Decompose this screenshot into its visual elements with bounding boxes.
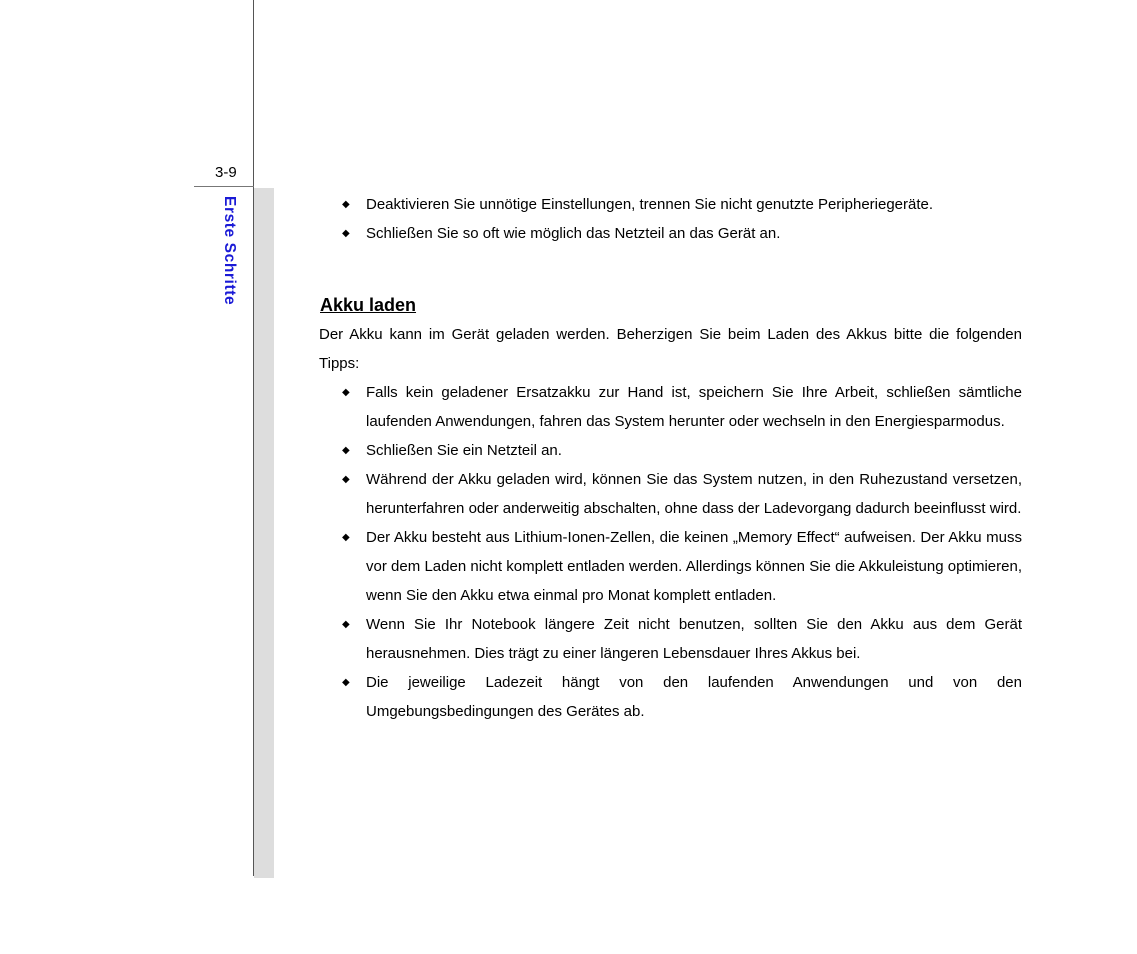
tips-bullet-list: [340, 378, 1022, 726]
list-item-text: Der Akku besteht aus Lithium-Ionen-Zellen, die keinen „Memory Effect“ aufweisen. Der Akku muss vor dem Laden nicht komplett entladen werden. Allerdings können Sie die Akkuleistung optimieren, wenn Sie den Akku etwa einmal pro Monat komplett entladen.: [366, 529, 1022, 604]
bullet-icon: ◆: [342, 474, 350, 485]
list-item: [340, 610, 1022, 668]
bullet-icon: ◆: [342, 199, 350, 210]
list-item-text: Während der Akku geladen wird, können Sie das System nutzen, in den Ruhezustand versetzen, herunterfahren oder anderweitig abschalten, ohne dass der Ladevorgang dadurch beeinflusst wird.: [366, 471, 1022, 517]
bullet-icon: ◆: [342, 228, 350, 239]
page-number-rule: [194, 186, 254, 187]
list-item: [340, 668, 1022, 726]
list-item: [340, 465, 1022, 523]
bullet-icon: ◆: [342, 387, 350, 398]
bullet-icon: ◆: [342, 677, 350, 688]
bullet-icon: ◆: [342, 619, 350, 630]
list-item: [340, 190, 1030, 219]
bullet-icon: ◆: [342, 445, 350, 456]
section-intro: Der Akku kann im Gerät geladen werden. Beherzigen Sie beim Laden des Akkus bitte die folgenden Tipps:: [319, 326, 1022, 372]
list-item-text: Schließen Sie so oft wie möglich das Netzteil an das Gerät an.: [366, 225, 781, 242]
bullet-icon: ◆: [342, 532, 350, 543]
list-item: [340, 523, 1022, 610]
list-item-text: Wenn Sie Ihr Notebook längere Zeit nicht benutzen, sollten Sie den Akku aus dem Gerät herausnehmen. Dies trägt zu einer längeren Lebensdauer Ihres Akkus bei.: [366, 616, 1022, 662]
list-item-text: Schließen Sie ein Netzteil an.: [366, 442, 562, 459]
list-item: [340, 436, 1022, 465]
section-title: Akku laden: [320, 295, 417, 315]
list-item: [340, 219, 1030, 248]
list-item-text: Deaktivieren Sie unnötige Einstellungen, trennen Sie nicht genutzte Peripheriegeräte.: [366, 196, 934, 213]
top-bullet-list: [340, 190, 1030, 248]
list-item: [340, 378, 1022, 436]
list-item-text: Die jeweilige Ladezeit hängt von den laufenden Anwendungen und von den Umgebungsbedingungen des Gerätes ab.: [366, 674, 1022, 720]
page-number: 3-9: [215, 164, 237, 181]
chapter-title: Erste Schritte: [221, 196, 238, 306]
list-item-text: Falls kein geladener Ersatzakku zur Hand ist, speichern Sie Ihre Arbeit, schließen sämtliche laufenden Anwendungen, fahren das System herunter oder wechseln in den Energiesparmodus.: [366, 384, 1022, 430]
margin-gray-strip: [254, 188, 274, 878]
